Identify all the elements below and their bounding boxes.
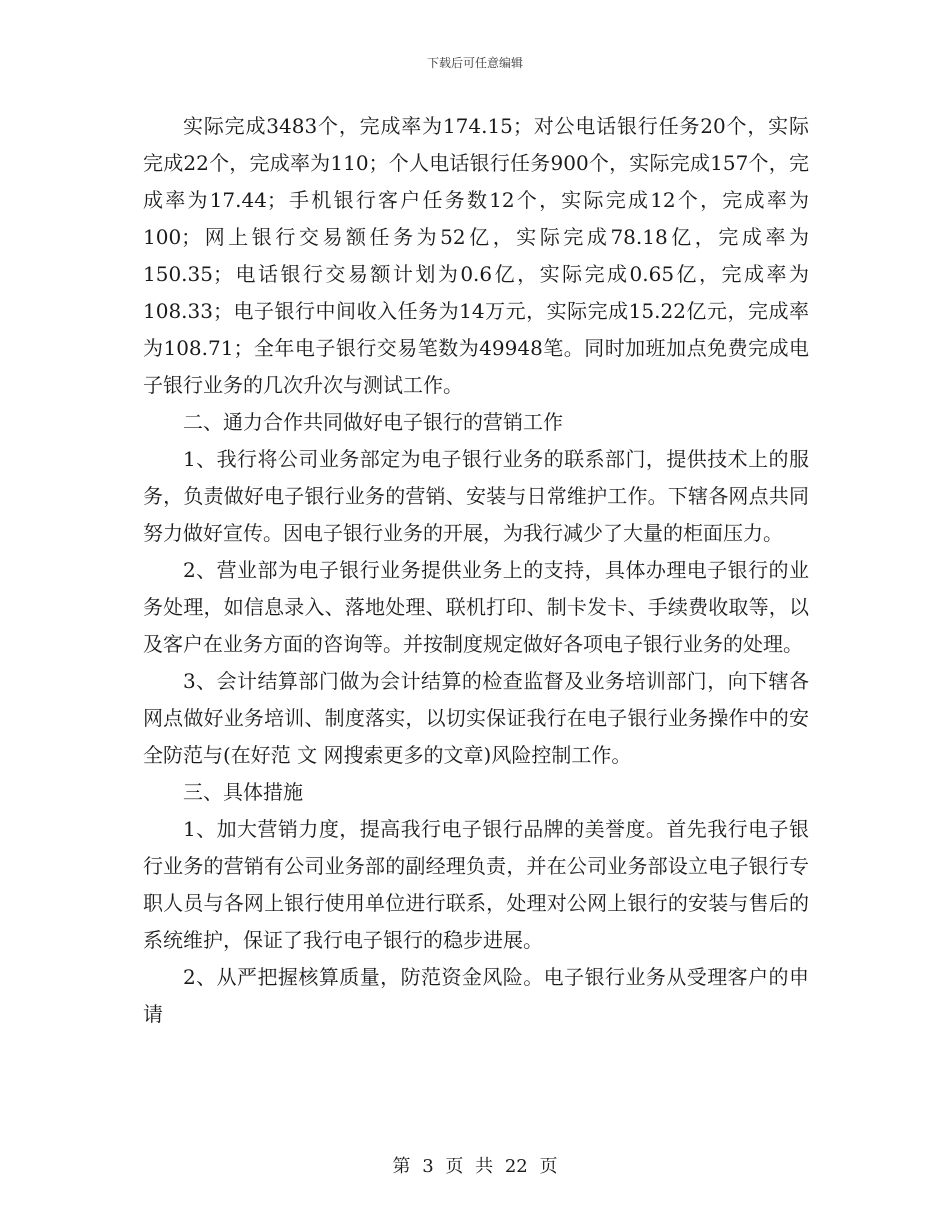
paragraph-2-1: 1、我行将公司业务部定为电子银行业务的联系部门，提供技术上的服务，负责做好电子银行业务的营销、安装与日常维护工作。下辖各网点共同努力做好宣传。因电子银行业务的开展，为我行减少了大量的柜面压力。	[143, 447, 809, 545]
section-heading-2: 二、通力合作共同做好电子银行的营销工作	[183, 410, 563, 434]
paragraph-3-2: 2、从严把握核算质量，防范资金风险。电子银行业务从受理客户的申请	[143, 965, 809, 1026]
page-header: 下载后可任意编辑	[426, 56, 523, 70]
page-number-footer: 第 3 页 共 22 页	[392, 1156, 558, 1177]
section-heading-3: 三、具体措施	[183, 780, 303, 804]
paragraph-completion-stats: 实际完成3483个，完成率为174.15；对公电话银行任务20个，实际完成22个，完成率为110；个人电话银行任务900个，实际完成157个，完成率为17.44；手机银行客户任务数12个，实际完成12个，完成率为100；网上银行交易额任务为52亿，实际完成78.18亿，完成率为150.35；电话银行交易额计划为0.6亿，实际完成0.65亿，完成率为108.33；电子银行中间收入任务为14万元，实际完成15.22亿元，完成率为108.71；全年电子银行交易笔数为49948笔。同时加班加点免费完成电子银行业务的几次升次与测试工作。	[143, 114, 809, 397]
paragraph-3-1: 1、加大营销力度，提高我行电子银行品牌的美誉度。首先我行电子银行业务的营销有公司业务部的副经理负责，并在公司业务部设立电子银行专职人员与各网上银行使用单位进行联系，处理对公网上银行的安装与售后的系统维护，保证了我行电子银行的稳步进展。	[143, 817, 809, 952]
document-body	[143, 108, 809, 1033]
paragraph-2-3: 3、会计结算部门做为会计结算的检查监督及业务培训部门，向下辖各网点做好业务培训、制度落实，以切实保证我行在电子银行业务操作中的安全防范与(在好范 文 网搜索更多的文章)风险控制工作。	[143, 669, 809, 767]
paragraph-2-2: 2、营业部为电子银行业务提供业务上的支持，具体办理电子银行的业务处理，如信息录入、落地处理、联机打印、制卡发卡、手续费收取等，以及客户在业务方面的咨询等。并按制度规定做好各项电子银行业务的处理。	[143, 558, 809, 656]
